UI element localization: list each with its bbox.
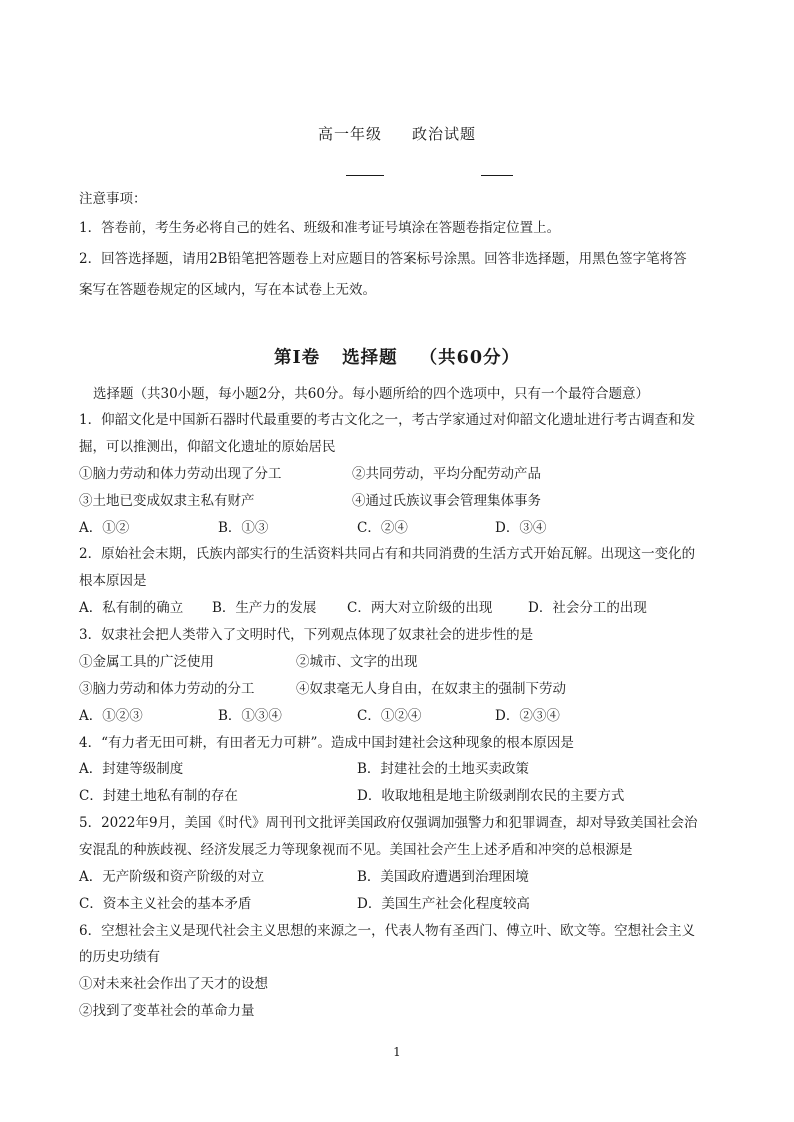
q3-statement-4: ④奴隶毫无人身自由，在奴隶主的强制下劳动 (296, 681, 566, 697)
q1-option-a: A．①② (79, 520, 130, 536)
q1-stem-line-2: 掘，可以推测出，仰韶文化遗址的原始居民 (79, 439, 336, 455)
q1-option-c: C．②④ (357, 520, 408, 536)
q5-stem-line-2: 安混乱的种族歧视、经济发展乏力等现象视而不见。美国社会产生上述矛盾和冲突的总根源是 (79, 842, 633, 858)
q5-stem-line-1: 5．2022年9月，美国《时代》周刊刊文批评美国政府仅强调加强警力和犯罪调查，却对导致美国社会治 (79, 815, 698, 831)
q4-stem-line-1: 4．“有力者无田可耕，有田者无力可耕”。造成中国封建社会这种现象的根本原因是 (79, 735, 574, 751)
q5-option-b: B．美国政府遭遇到治理困境 (357, 869, 529, 885)
q4-option-d: D．收取地租是地主阶级剥削农民的主要方式 (357, 788, 625, 804)
page-number: 1 (393, 1045, 401, 1059)
q1-statement-1: ①脑力劳动和体力劳动出现了分工 (79, 466, 282, 482)
notice-heading: 注意事项： (79, 191, 147, 207)
notice-item-2-line-2: 案写在答题卷规定的区域内，写在本试卷上无效。 (79, 282, 376, 298)
q1-statement-3: ③土地已变成奴隶主私有财产 (79, 493, 255, 509)
q3-stem-line-1: 3．奴隶社会把人类带入了文明时代，下列观点体现了奴隶社会的进步性的是 (79, 627, 534, 643)
q3-option-b: B．①③④ (218, 708, 282, 724)
notice-item-2-line-1: 2．回答选择题，请用2B铅笔把答题卷上对应题目的答案标号涂黑。回答非选择题，用黑色签字笔将答 (79, 251, 687, 267)
subject-label: 政治试题 (412, 125, 477, 143)
section-instruction: 选择题（共30小题，每小题2分，共60分。每小题所给的四个选项中，只有一个最符合题意） (93, 386, 649, 402)
exam-title (0, 127, 794, 142)
q6-statement-2: ②找到了变革社会的革命力量 (79, 1003, 255, 1019)
q3-statement-2: ②城市、文字的出现 (296, 654, 418, 670)
q1-statement-4: ④通过氏族议事会管理集体事务 (352, 493, 541, 509)
q1-option-b: B．①③ (218, 520, 269, 536)
q5-option-d: D．美国生产社会化程度较高 (357, 896, 530, 912)
q5-option-a: A．无产阶级和资产阶级的对立 (79, 869, 265, 885)
q4-option-c: C．封建土地私有制的存在 (79, 788, 238, 804)
q1-statement-2: ②共同劳动，平均分配劳动产品 (352, 466, 541, 482)
q3-statement-3: ③脑力劳动和体力劳动的分工 (79, 681, 255, 697)
q1-stem-line-1: 1．仰韶文化是中国新石器时代最重要的考古文化之一，考古学家通过对仰韶文化遗址进行考古调查和发 (79, 412, 696, 428)
q5-option-c: C．资本主义社会的基本矛盾 (79, 896, 252, 912)
q2-option-b: B．生产力的发展 (212, 600, 317, 616)
q4-option-a: A．封建等级制度 (79, 761, 184, 777)
q4-option-b: B．封建社会的土地买卖政策 (357, 761, 529, 777)
q2-stem-line-2: 根本原因是 (79, 573, 147, 589)
blank-line-1 (346, 175, 384, 176)
q2-option-a: A．私有制的确立 (79, 600, 184, 616)
q6-statement-1: ①对未来社会作出了天才的设想 (79, 976, 268, 992)
q2-option-d: D．社会分工的出现 (528, 600, 647, 616)
q6-stem-line-2: 的历史功绩有 (79, 949, 160, 965)
blank-line-2 (481, 175, 513, 176)
q3-option-d: D．②③④ (495, 708, 560, 724)
q3-option-c: C．①②④ (357, 708, 422, 724)
q6-stem-line-1: 6．空想社会主义是现代社会主义思想的来源之一，代表人物有圣西门、傅立叶、欧文等。空想社会主义 (79, 923, 696, 939)
q1-option-d: D．③④ (495, 520, 547, 536)
grade-label: 高一年级 (317, 125, 382, 143)
notice-item-1: 1．答卷前，考生务必将自己的姓名、班级和准考证号填涂在答题卷指定位置上。 (79, 220, 561, 236)
section-part: 第Ⅰ卷 (273, 348, 321, 368)
section-name: 选择题 (342, 348, 398, 368)
q3-statement-1: ①金属工具的广泛使用 (79, 654, 214, 670)
section-score: （共60分） (419, 348, 521, 368)
q2-option-c: C．两大对立阶级的出现 (347, 600, 493, 616)
q2-stem-line-1: 2．原始社会末期，氏族内部实行的生活资料共同占有和共同消费的生活方式开始瓦解。出现这一变化的 (79, 546, 696, 562)
q3-option-a: A．①②③ (79, 708, 143, 724)
section-title (0, 350, 794, 368)
